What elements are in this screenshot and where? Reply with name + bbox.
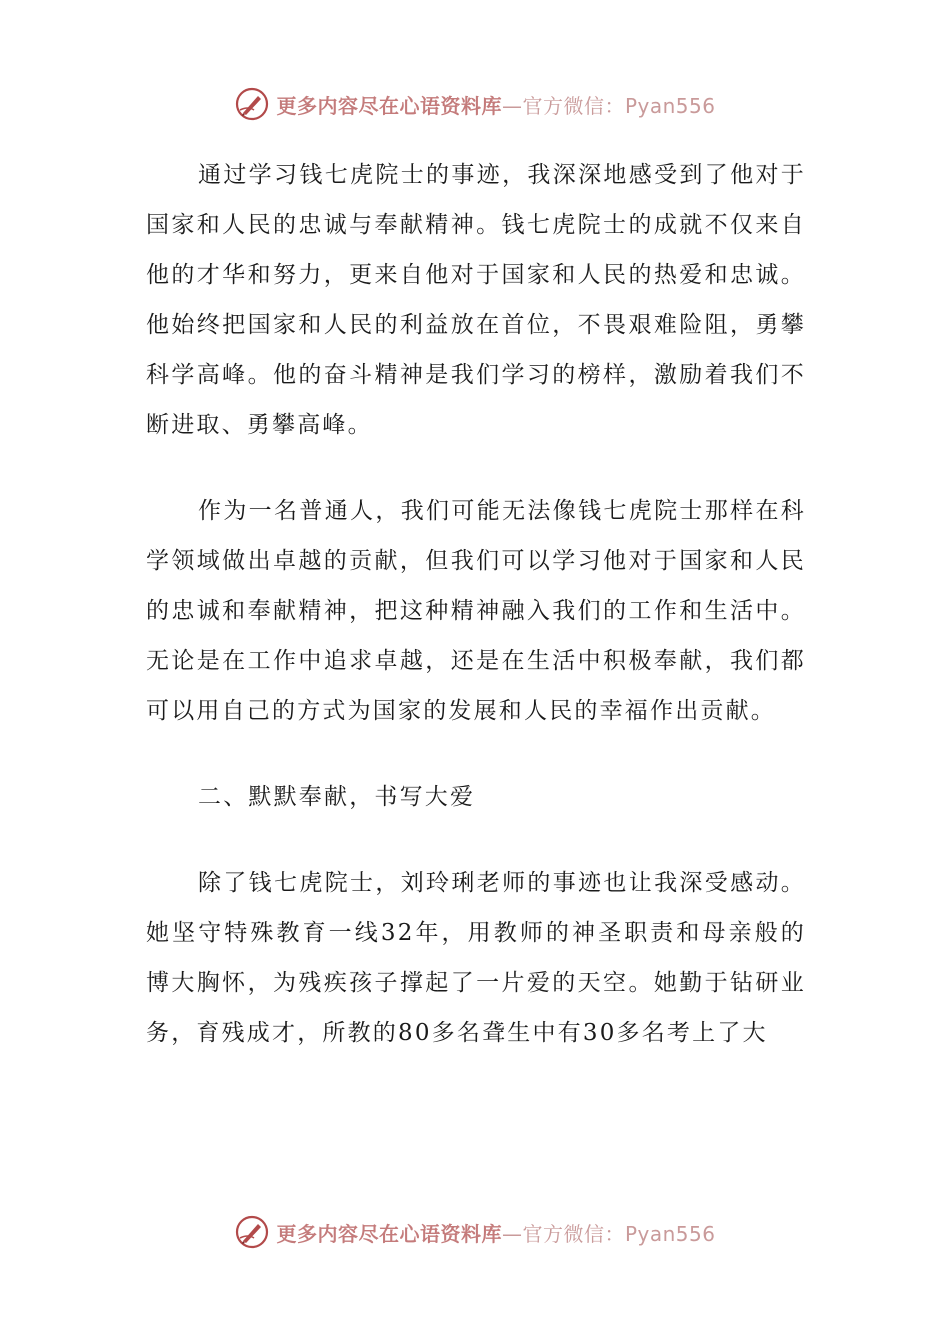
header-banner: [0, 84, 950, 124]
document-body: [146, 150, 806, 1058]
pen-circle-logo-icon: [234, 86, 270, 122]
footer-banner-text: [276, 1218, 715, 1247]
paragraph-2: 作为一名普通人，我们可能无法像钱七虎院士那样在科学领域做出卓越的贡献，但我们可以学习他对于国家和人民的忠诚和奉献精神，把这种精神融入我们的工作和生活中。无论是在工作中追求卓越，还是在生活中积极奉献，我们都可以用自己的方式为国家的发展和人民的幸福作出贡献。: [146, 498, 806, 724]
header-banner-text: [276, 90, 715, 119]
section-heading: 二、默默奉献，书写大爱: [198, 784, 476, 810]
banner-suffix: 官方微信：Pyan556: [522, 93, 716, 118]
banner-dash: —: [501, 93, 523, 118]
pen-circle-logo-icon: [234, 1214, 270, 1250]
footer-banner: [0, 1212, 950, 1252]
banner-dash: —: [501, 1221, 523, 1246]
banner-brand: 更多内容尽在心语资料库: [276, 1221, 502, 1246]
paragraph-3: 除了钱七虎院士，刘玲琍老师的事迹也让我深受感动。她坚守特殊教育一线32年，用教师的神圣职责和母亲般的博大胸怀，为残疾孩子撑起了一片爱的天空。她勤于钻研业务，育残成才，所教的80多名聋生中有30多名考上了大: [146, 870, 806, 1046]
paragraph-1: 通过学习钱七虎院士的事迹，我深深地感受到了他对于国家和人民的忠诚与奉献精神。钱七虎院士的成就不仅来自他的才华和努力，更来自他对于国家和人民的热爱和忠诚。他始终把国家和人民的利益放在首位，不畏艰难险阻，勇攀科学高峰。他的奋斗精神是我们学习的榜样，激励着我们不断进取、勇攀高峰。: [146, 162, 806, 438]
banner-brand: 更多内容尽在心语资料库: [276, 93, 502, 118]
banner-suffix: 官方微信：Pyan556: [522, 1221, 716, 1246]
